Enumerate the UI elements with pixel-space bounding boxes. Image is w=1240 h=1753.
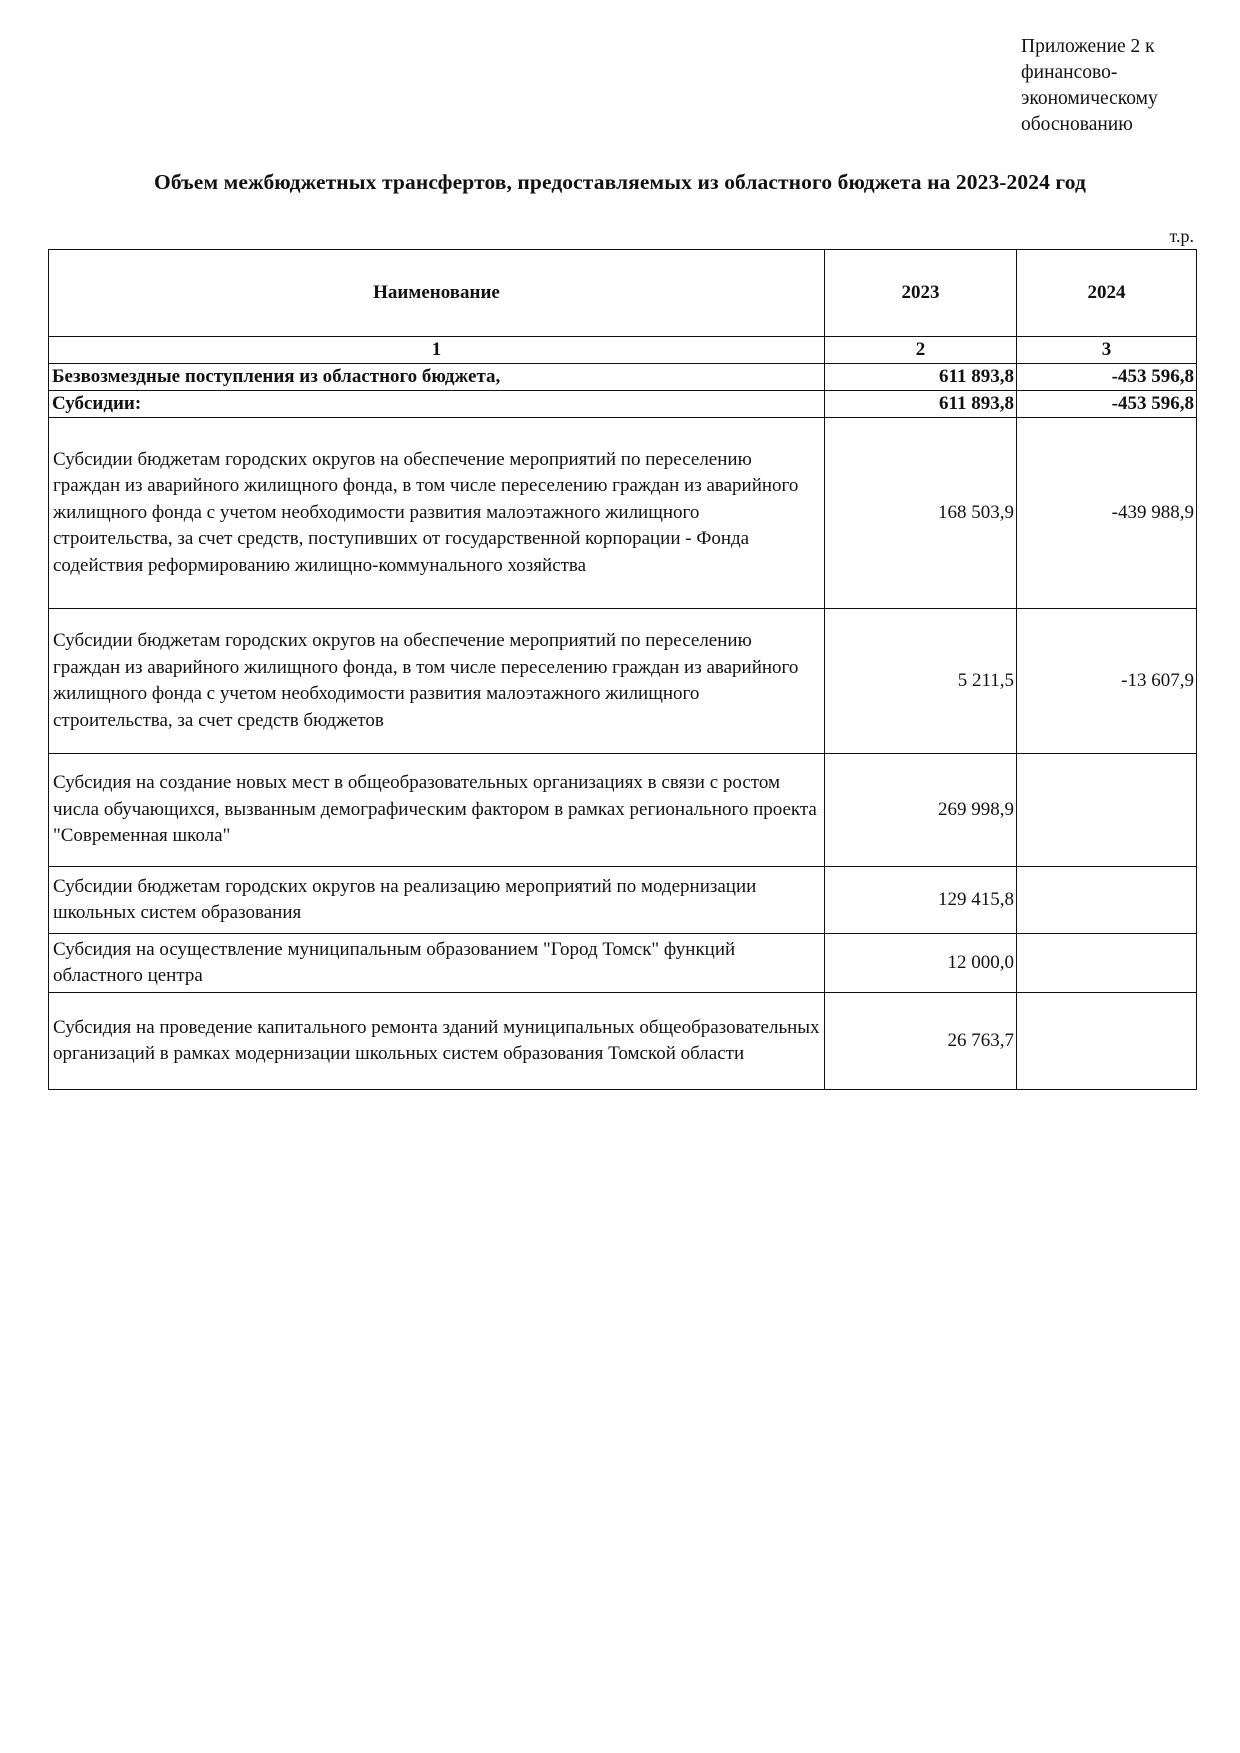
column-number: 1 — [49, 337, 825, 364]
appendix-note — [1021, 34, 1221, 138]
table-row — [49, 754, 1197, 867]
row-value-2023: 611 893,8 — [825, 391, 1017, 418]
header-name: Наименование — [49, 250, 825, 337]
table-row — [49, 609, 1197, 754]
row-name: Субсидия на проведение капитального ремонта зданий муниципальных общеобразовательных организаций в рамках модернизации школьных систем образования Томской области — [49, 993, 825, 1090]
table-row — [49, 934, 1197, 993]
transfers-table — [48, 249, 1197, 1090]
header-2023: 2023 — [825, 250, 1017, 337]
row-value-2023: 129 415,8 — [825, 867, 1017, 934]
row-name: Субсидии: — [49, 391, 825, 418]
row-value-2024 — [1017, 993, 1197, 1090]
table-row — [49, 993, 1197, 1090]
row-name: Субсидии бюджетам городских округов на обеспечение мероприятий по переселению граждан из аварийного жилищного фонда, в том числе переселению граждан из аварийного жилищного фонда с учетом необходимости развития малоэтажного жилищного строительства, за счет средств, поступивших от государственной корпорации - Фонда содействия реформированию жилищно-коммунального хозяйства — [49, 418, 825, 609]
appendix-line: финансово- — [1021, 62, 1118, 83]
header-2024: 2024 — [1017, 250, 1197, 337]
row-value-2024 — [1017, 934, 1197, 993]
table-row — [49, 391, 1197, 418]
row-value-2024: -439 988,9 — [1017, 418, 1197, 609]
row-value-2023: 12 000,0 — [825, 934, 1017, 993]
row-value-2023: 26 763,7 — [825, 993, 1017, 1090]
row-value-2023: 269 998,9 — [825, 754, 1017, 867]
row-name: Субсидии бюджетам городских округов на обеспечение мероприятий по переселению граждан из аварийного жилищного фонда, в том числе переселению граждан из аварийного жилищного фонда с учетом необходимости развития малоэтажного жилищного строительства, за счет средств бюджетов — [49, 609, 825, 754]
row-name: Безвозмездные поступления из областного бюджета, — [49, 364, 825, 391]
row-name: Субсидия на осуществление муниципальным образованием "Город Томск" функций областного центра — [49, 934, 825, 993]
row-value-2024: -13 607,9 — [1017, 609, 1197, 754]
table-row — [49, 867, 1197, 934]
row-value-2024: -453 596,8 — [1017, 364, 1197, 391]
row-value-2023: 611 893,8 — [825, 364, 1017, 391]
row-value-2023: 5 211,5 — [825, 609, 1017, 754]
appendix-line: обоснованию — [1021, 114, 1133, 135]
table-header-row — [49, 250, 1197, 337]
units-label: т.р. — [1169, 226, 1194, 246]
document-title: Объем межбюджетных трансфертов, предоставляемых из областного бюджета на 2023-2024 год — [154, 170, 1086, 194]
row-value-2023: 168 503,9 — [825, 418, 1017, 609]
row-value-2024: -453 596,8 — [1017, 391, 1197, 418]
column-number: 3 — [1017, 337, 1197, 364]
row-name: Субсидия на создание новых мест в общеобразовательных организациях в связи с ростом числа обучающихся, вызванным демографическим фактором в рамках регионального проекта "Современная школа" — [49, 754, 825, 867]
appendix-line: экономическому — [1021, 88, 1158, 109]
column-number-row — [49, 337, 1197, 364]
row-value-2024 — [1017, 867, 1197, 934]
table-row — [49, 418, 1197, 609]
column-number: 2 — [825, 337, 1017, 364]
appendix-line: Приложение 2 к — [1021, 36, 1155, 57]
table-row — [49, 364, 1197, 391]
row-value-2024 — [1017, 754, 1197, 867]
row-name: Субсидии бюджетам городских округов на реализацию мероприятий по модернизации школьных систем образования — [49, 867, 825, 934]
